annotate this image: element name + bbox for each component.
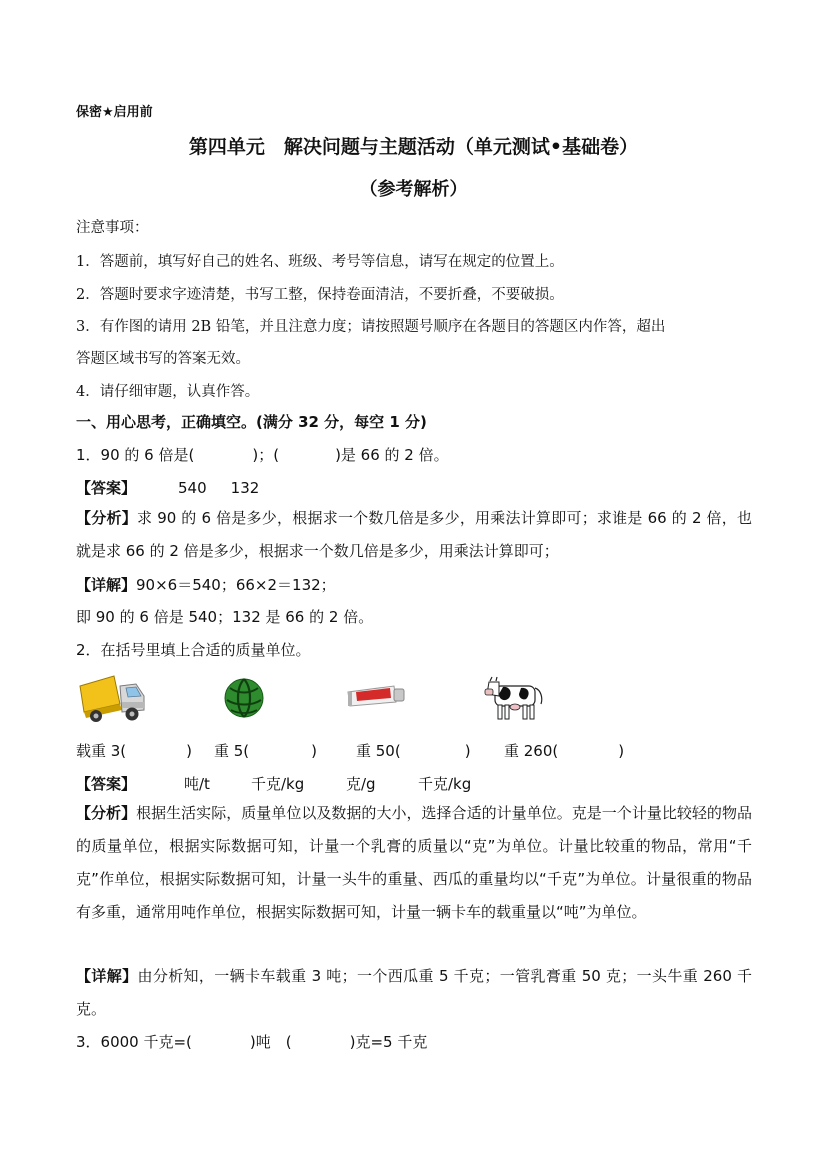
truck-image [76,672,148,724]
question-1-stem [76,444,449,465]
question-3-stem [76,1031,427,1052]
q1-answer-line [76,477,259,498]
blank-suffix: ) [186,742,193,760]
blank-prefix: 重 50( [356,742,401,760]
q2-answer-line [76,773,136,794]
notes-item: 2．答题时要求字迹清楚，书写工整，保持卷面清洁，不要折叠，不要破损。 [76,287,564,303]
q1-analysis-text: 求 90 的 6 倍是多少，根据求一个数几倍是多少，用乘法计算即可；求谁是 66 的 2 倍，也就是求 66 的 2 倍是多少，根据求一个数几倍是多少，用乘法计算即可； [76,509,752,560]
q3-stem-b: )吨 ( [249,1033,292,1051]
analysis-label: 【分析】 [76,509,137,527]
q1-stem-a: 1．90 的 6 倍是( [76,446,195,464]
notes-item: 1．答题前，填写好自己的姓名、班级、考号等信息，请写在规定的位置上。 [76,254,564,270]
q1-stem-c: )是 66 的 2 倍。 [335,446,449,464]
detail-label: 【详解】 [76,576,137,594]
q1-answer-1: 540 [178,479,207,497]
q1-analysis [76,502,752,568]
q2-detail-text: 由分析知，一辆卡车载重 3 吨；一个西瓜重 5 千克；一管乳膏重 50 克；一头牛重 260 千克。 [76,967,752,1018]
blank-suffix: ) [311,742,318,760]
q2-blank-cow [504,740,624,761]
blank-prefix: 载重 3( [76,742,127,760]
watermelon-image [222,676,266,720]
answer-label: 【答案】 [76,479,137,497]
cow-image [481,674,547,722]
blank-suffix: ) [464,742,471,760]
page-subtitle: （参考解析） [359,179,468,200]
q3-stem-a: 3．6000 千克=( [76,1033,192,1051]
q2-detail [76,960,752,1026]
notes-item: 4．请仔细审题，认真作答。 [76,384,260,400]
q1-stem-b: )；( [252,446,280,464]
blank-prefix: 重 5( [214,742,250,760]
q1-detail [76,574,336,595]
notes-heading: 注意事项： [76,220,149,236]
q2-analysis [76,797,752,929]
q2-analysis-text: 根据生活实际，质量单位以及数据的大小，选择合适的计量单位。克是一个计量比较轻的物品的质量单位，根据实际数据可知，计量一个乳膏的质量以“克”为单位。计量比较重的物品，常用“千克”作单位，根据实际数据可知，计量一头牛的重量、西瓜的重量均以“千克”为单位。计量很重的物品有多重，通常用吨作单位，根据实际数据可知，计量一辆卡车的载重量以“吨”为单位。 [76,804,752,921]
q2-answer-3: 克/g [346,775,376,793]
blank-suffix: ) [618,742,625,760]
blank-prefix: 重 260( [504,742,559,760]
q2-answer-4: 千克/kg [418,775,472,793]
q2-answer-1: 吨/t [184,775,210,793]
detail-label: 【详解】 [76,967,138,985]
analysis-label: 【分析】 [76,804,137,822]
page-title: 第四单元 解决问题与主题活动（单元测试•基础卷） [188,136,639,158]
notes-item: 3．有作图的请用 2B 铅笔，并且注意力度；请按照题号顺序在各题目的答题区内作答，超出 [76,319,666,335]
q1-answer-2: 132 [230,479,260,497]
q3-stem-c: )克=5 千克 [349,1033,428,1051]
question-2-stem: 2．在括号里填上合适的质量单位。 [76,641,311,659]
q2-blank-truck [76,740,192,761]
toothpaste-image [346,682,408,712]
section-heading: 一、用心思考，正确填空。(满分 32 分，每空 1 分) [76,413,427,431]
answer-label: 【答案】 [76,775,137,793]
q1-detail-text: 90×6＝540；66×2＝132； [136,576,336,594]
q2-answer-2: 千克/kg [251,775,305,793]
confidential-mark: 保密★启用前 [76,105,153,120]
q1-detail-conclusion: 即 90 的 6 倍是 540；132 是 66 的 2 倍。 [76,608,374,626]
q2-blank-watermelon [214,740,317,761]
notes-item: 答题区域书写的答案无效。 [76,351,250,367]
q2-blank-toothpaste [356,740,471,761]
